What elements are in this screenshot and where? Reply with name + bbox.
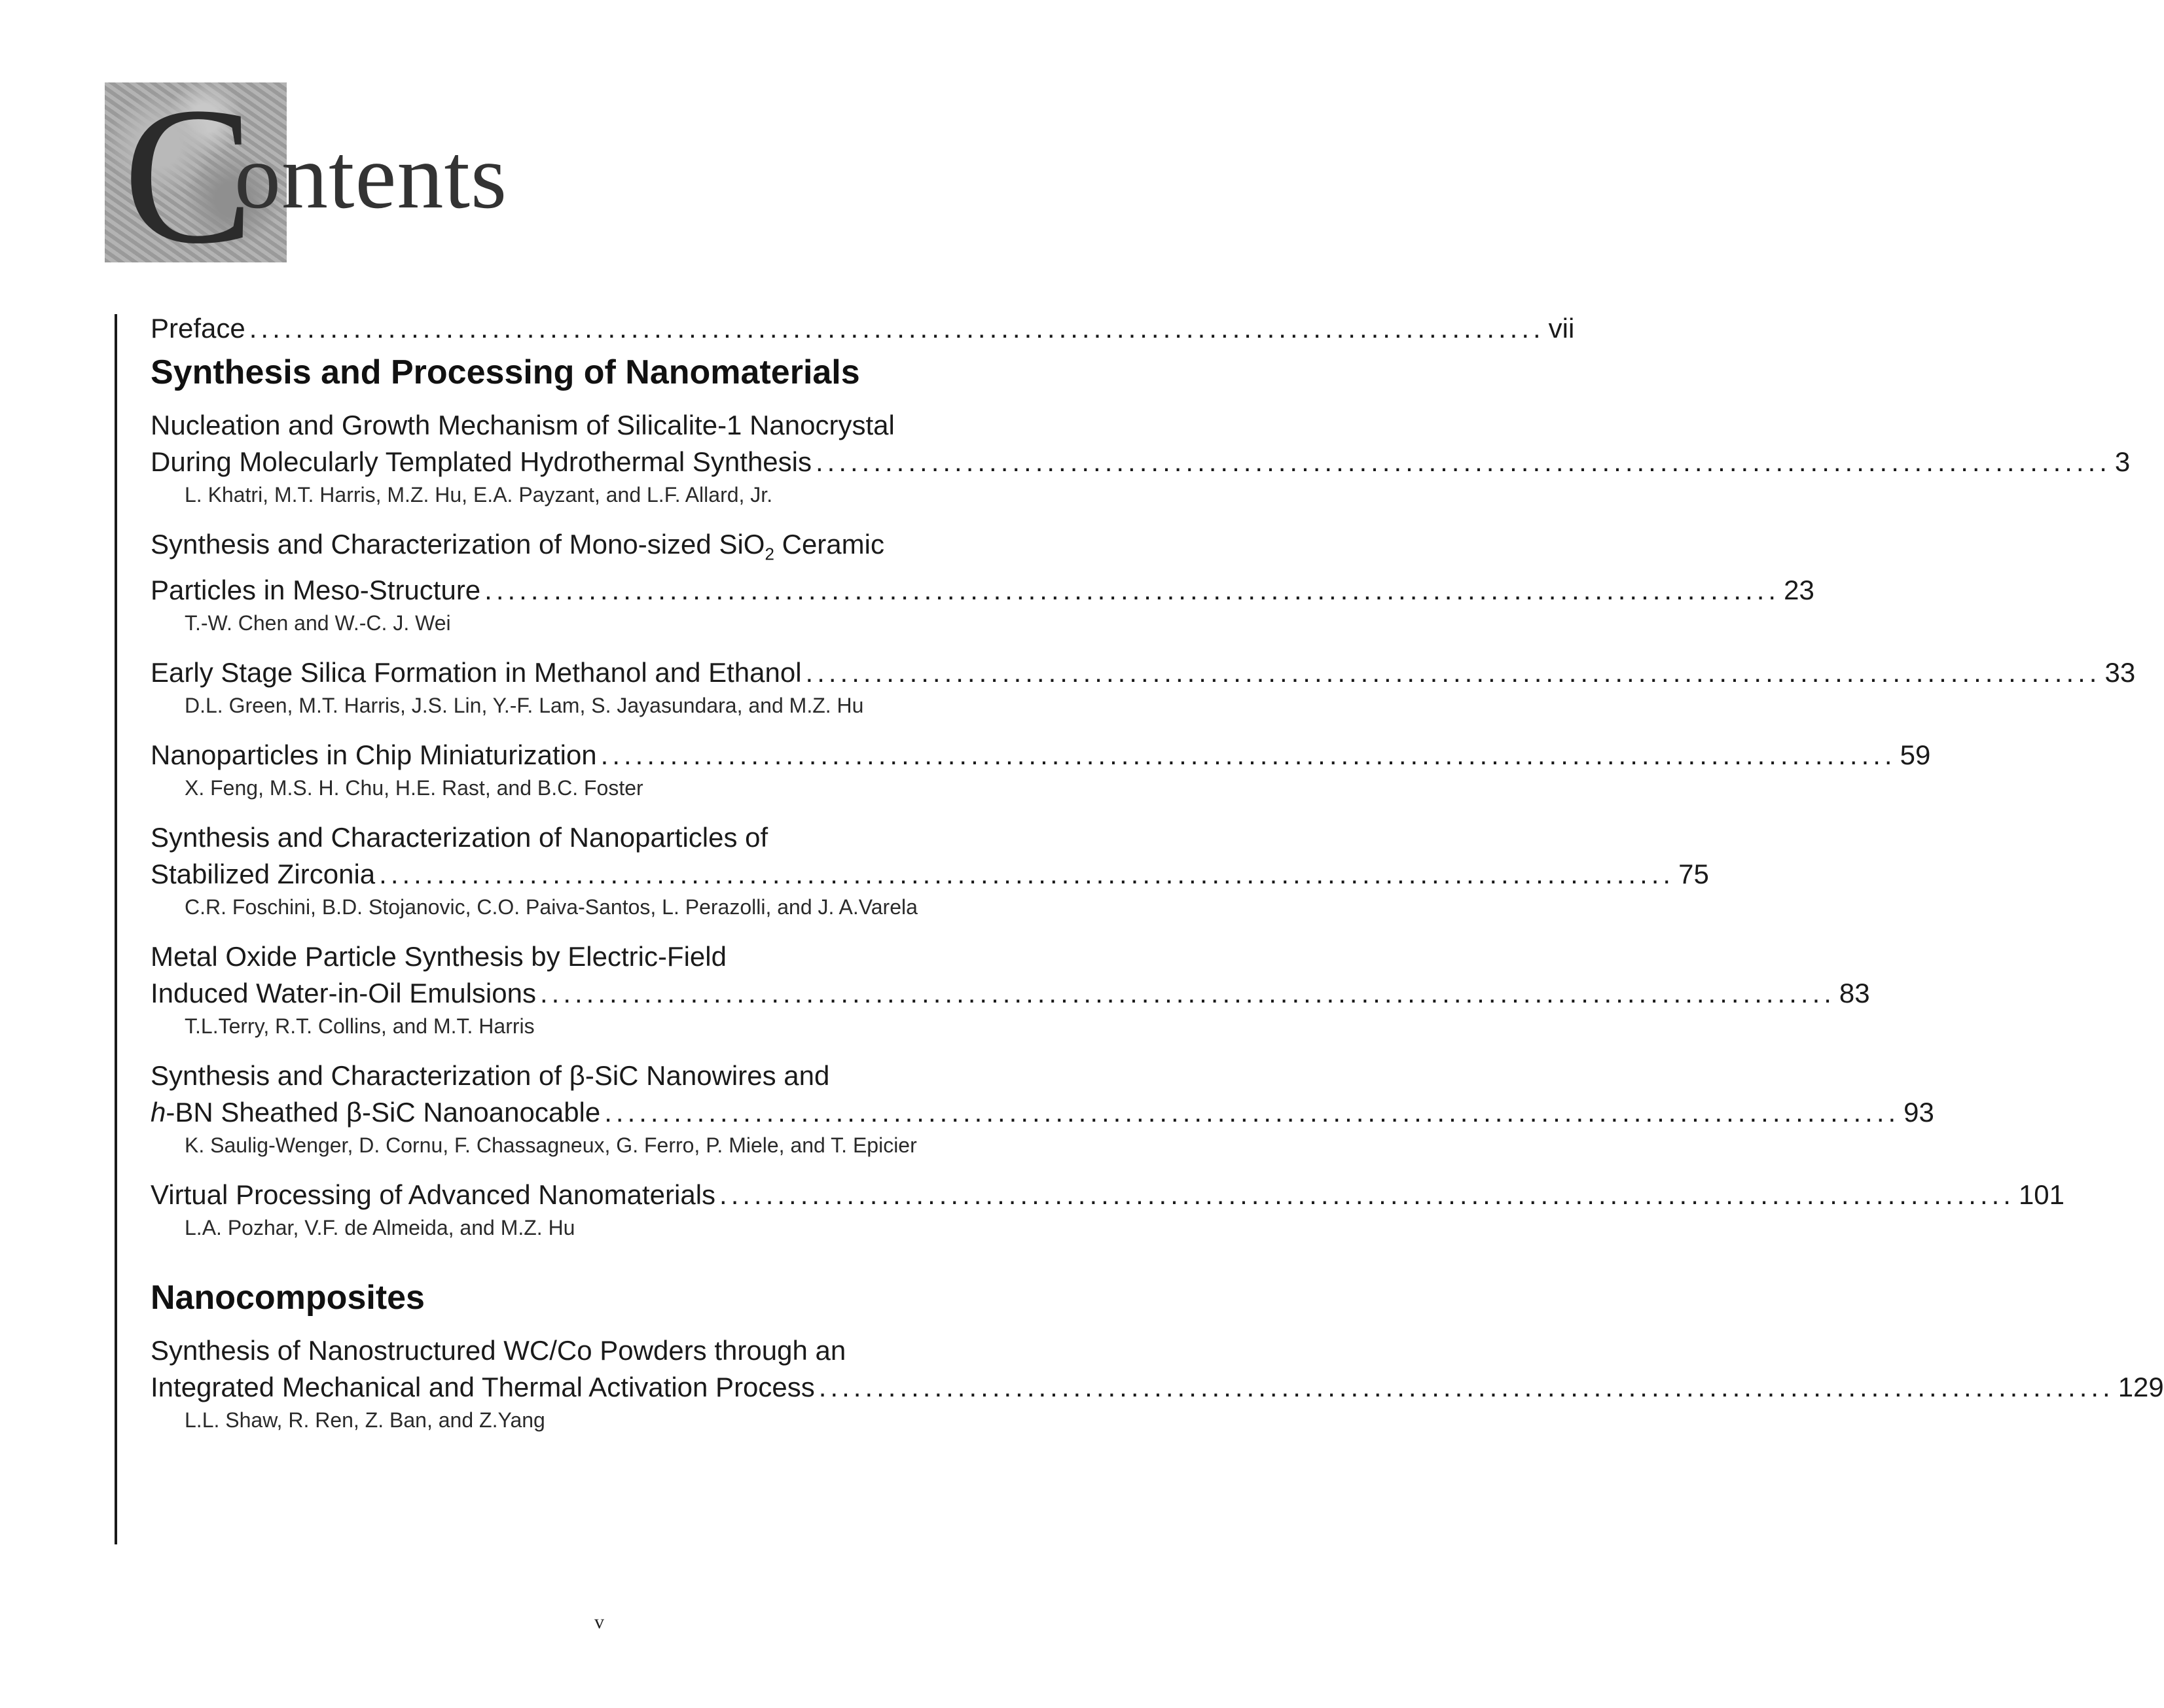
page-number: 83 <box>1839 978 1870 1009</box>
entry-authors: X. Feng, M.S. H. Chu, H.E. Rast, and B.C. Foster <box>185 776 643 800</box>
entry-title-line-2: h-BN Sheathed β-SiC Nanoanocable <box>151 1097 601 1128</box>
page-number: 23 <box>1784 575 1814 606</box>
toc-entry[interactable] <box>151 1332 2164 1434</box>
entry-title-line-1: Nucleation and Growth Mechanism of Silicalite-1 Nanocrystal <box>151 410 895 440</box>
entry-title-line-1: Synthesis and Characterization of Mono-sized SiO$_2$ Ceramic <box>151 529 884 564</box>
toc-entry[interactable] <box>151 737 1931 802</box>
entry-title-line-2: Integrated Mechanical and Thermal Activation Process <box>151 1372 815 1403</box>
title-initial: C <box>123 67 255 284</box>
entry-title: Virtual Processing of Advanced Nanomaterials <box>151 1179 716 1211</box>
entry-authors: D.L. Green, M.T. Harris, J.S. Lin, Y.-F. Lam, S. Jayasundara, and M.Z. Hu <box>185 694 864 718</box>
page-number: 93 <box>1903 1097 1934 1128</box>
entry-title-line-2: Induced Water-in-Oil Emulsions <box>151 978 536 1009</box>
entry-title-line-1: Synthesis of Nanostructured WC/Co Powders through an <box>151 1335 846 1366</box>
toc-entry[interactable] <box>151 938 1870 1041</box>
dot-leader: ................................................................................................................ <box>600 739 1896 771</box>
entry-authors: L. Khatri, M.T. Harris, M.Z. Hu, E.A. Payzant, and L.F. Allard, Jr. <box>185 483 773 507</box>
dot-leader: ................................................................................................................ <box>539 978 1835 1009</box>
section-heading: Synthesis and Processing of Nanomaterials <box>151 353 860 391</box>
entry-authors: K. Saulig-Wenger, D. Cornu, F. Chassagneux, G. Ferro, P. Miele, and T. Epicier <box>185 1133 917 1158</box>
page-number: 101 <box>2018 1179 2065 1211</box>
entry-title: Nanoparticles in Chip Miniaturization <box>151 739 597 771</box>
toc-entry[interactable] <box>151 654 2136 720</box>
entry-title-line-2: During Molecularly Templated Hydrothermal Synthesis <box>151 446 812 477</box>
dot-leader: ................................................................................................................ <box>249 313 1545 344</box>
dot-leader: ................................................................................................................ <box>818 1372 2114 1403</box>
page-number: 3 <box>2114 446 2131 477</box>
entry-authors: C.R. Foschini, B.D. Stojanovic, C.O. Paiva-Santos, L. Perazolli, and J. A.Varela <box>185 895 918 919</box>
preface-label: Preface <box>151 313 245 344</box>
toc-entry-preface[interactable] <box>151 310 1575 347</box>
entry-authors: L.A. Pozhar, V.F. de Almeida, and M.Z. Hu <box>185 1216 575 1240</box>
entry-title-line-1: Synthesis and Characterization of Nanoparticles of <box>151 822 768 853</box>
entry-title-line-2: Stabilized Zirconia <box>151 859 376 890</box>
entry-title-line-2: Particles in Meso-Structure <box>151 575 481 606</box>
toc-entry[interactable] <box>151 407 2131 509</box>
toc-entry[interactable] <box>151 526 1814 637</box>
entry-title: Early Stage Silica Formation in Methanol and Ethanol <box>151 657 802 688</box>
page-number: 33 <box>2104 657 2136 688</box>
dot-leader: ................................................................................................................ <box>805 657 2101 688</box>
title-rest: ontents <box>234 124 508 228</box>
entry-authors: T.-W. Chen and W.-C. J. Wei <box>185 611 451 635</box>
table-of-contents <box>151 310 2164 1434</box>
entry-title-line-1: Metal Oxide Particle Synthesis by Electric-Field <box>151 941 727 972</box>
entry-authors: T.L.Terry, R.T. Collins, and M.T. Harris <box>185 1014 535 1039</box>
toc-entry[interactable] <box>151 819 1709 921</box>
toc-entry[interactable] <box>151 1177 2065 1242</box>
page-folio: v <box>594 1611 604 1633</box>
page-number: vii <box>1548 313 1575 344</box>
toc-entry[interactable] <box>151 1058 1934 1160</box>
dot-leader: ................................................................................................................ <box>484 575 1780 606</box>
dot-leader: ................................................................................................................ <box>816 446 2111 477</box>
contents-title <box>105 67 524 284</box>
left-rule <box>115 314 117 1544</box>
page-number: 59 <box>1900 739 1931 771</box>
entry-title-line-1: Synthesis and Characterization of β-SiC Nanowires and <box>151 1060 830 1092</box>
dot-leader: ................................................................................................................ <box>379 859 1675 890</box>
page-number: 129 <box>2118 1372 2164 1403</box>
page-number: 75 <box>1678 859 1709 890</box>
section-heading: Nanocomposites <box>151 1279 425 1317</box>
dot-leader: ................................................................................................................ <box>719 1179 2015 1211</box>
entry-authors: L.L. Shaw, R. Ren, Z. Ban, and Z.Yang <box>185 1408 545 1432</box>
dot-leader: ................................................................................................................ <box>604 1097 1900 1128</box>
